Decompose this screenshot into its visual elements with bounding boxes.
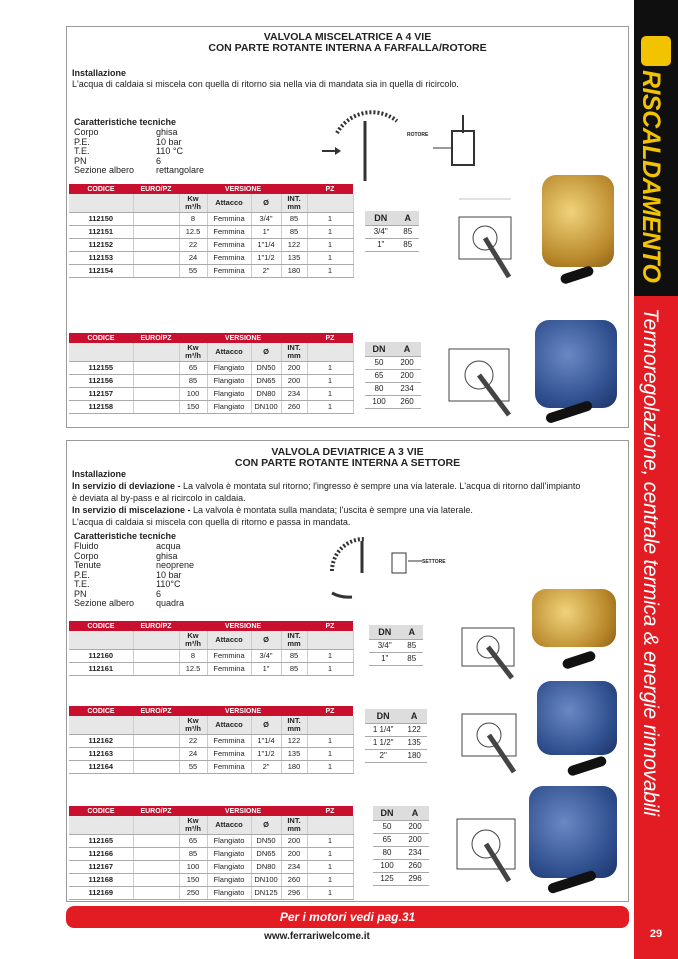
valve-tech-drawing-3 (452, 606, 532, 686)
table-row: 112167 100 Flangiato DN80 234 1 (69, 860, 353, 873)
table-row: 112168 150 Flangiato DN100 260 1 (69, 873, 353, 886)
col-versione: VERSIONE (179, 184, 307, 194)
dn-table-1: DN A 3/4" 85 1" 85 (365, 211, 419, 252)
motors-reference-banner[interactable]: Per i motori vedi pag.31 (66, 906, 629, 928)
specs-list: Corpo ghisa P.E. 10 bar T.E. 110 °C PN 6 Sezione albero rettangolare (74, 127, 205, 175)
panel-title: VALVOLA DEVIATRICE A 3 VIE (271, 446, 424, 458)
valve-handle-1 (559, 265, 594, 285)
product-table-2: CODICE EURO/PZ VERSIONE PZ Kw m³/h Attacco Ø INT. mm 112155 65 Flangiato DN50 200 1 112156 85 Flangiato DN65 200 1 112157 100 Flangiato DN80 234 1 112158 150 Flangiato DN100 260 1 (69, 333, 354, 414)
table-row: 112162 22 Femmina 1"1/4 122 1 (69, 734, 353, 747)
table-row: 112161 12.5 Femmina 1" 85 1 (69, 662, 353, 675)
rotor-diagram (317, 103, 487, 183)
install-heading: Installazione (72, 68, 127, 78)
product-table-5: CODICE EURO/PZ VERSIONE PZ Kw m³/h Attacco Ø INT. mm 112165 65 Flangiato DN50 200 1 112166 85 Flangiato DN65 200 1 112167 100 Flangiato DN80 234 1 112168 150 Flangiato DN100 260 1 112169 250 Flangiato DN125 296 1 (69, 806, 354, 900)
mixing-text-2: L'acqua di caldaia si miscela con quella di ritorno e passa in mandata. (72, 517, 351, 527)
install-text: L'acqua di caldaia si miscela con quella di ritorno sia nella via di mandata sia in quella di ricircolo. (72, 79, 459, 89)
sidebar-category: RISCALDAMENTO (637, 70, 665, 283)
panel-subtitle: CON PARTE ROTANTE INTERNA A SETTORE (234, 457, 461, 469)
specs-heading: Caratteristiche tecniche (74, 531, 177, 541)
table-row: 112150 8 Femmina 3/4" 85 1 (69, 212, 353, 225)
rotor-label: ROTORE (407, 132, 429, 138)
product-table-1: CODICE EURO/PZ VERSIONE PZ Kw m³/h Attacco Ø INT. mm 112150 8 Femmina 3/4" 85 1 112151 12.5 Femmina 1" 85 1 112152 22 Femmina 1"1/4 122 1 112153 24 Femmina 1"1/2 135 1 112154 55 Femmina 2" 180 1 (69, 184, 354, 278)
valve-handle-3 (561, 650, 596, 670)
valve-tech-drawing-4 (452, 696, 532, 786)
mixing-text: In servizio di miscelazione - La valvola è montata sulla mandata; l'uscita è sempre una via laterale. (72, 505, 473, 515)
col-pz: PZ (307, 184, 353, 194)
valve-tech-drawing-2 (439, 327, 529, 427)
table-row: 112153 24 Femmina 1"1/2 135 1 (69, 251, 353, 264)
table-row: 112158 150 Flangiato DN100 260 1 (69, 400, 353, 413)
table-row: 112160 8 Femmina 3/4" 85 1 (69, 649, 353, 662)
panel-title: VALVOLA MISCELATRICE A 4 VIE (263, 31, 432, 43)
product-table-3: CODICE EURO/PZ VERSIONE PZ Kw m³/h Attacco Ø INT. mm 112160 8 Femmina 3/4" 85 1 112161 12.5 Femmina 1" 85 1 (69, 621, 354, 676)
valve-tech-drawing-5 (449, 809, 529, 899)
brass-valve-photo-1 (542, 175, 614, 267)
col-euro: EURO/PZ (133, 184, 179, 194)
table-row: 112157 100 Flangiato DN80 234 1 (69, 387, 353, 400)
cast-iron-valve-photo (537, 681, 617, 755)
sector-label: SETTORE (422, 559, 446, 565)
dn-table-3: DN A 3/4" 85 1" 85 (369, 625, 423, 666)
product-panel-3-way (66, 440, 629, 902)
table-row: 112169 250 Flangiato DN125 296 1 (69, 886, 353, 899)
install-heading: Installazione (72, 469, 127, 479)
product-table-4: CODICE EURO/PZ VERSIONE PZ Kw m³/h Attacco Ø INT. mm 112162 22 Femmina 1"1/4 122 1 112163 24 Femmina 1"1/2 135 1 112164 55 Femmina 2" 180 1 (69, 706, 354, 774)
dn-table-4: DN A 1 1/4" 122 1 1/2" 135 2" 180 (365, 709, 427, 763)
page-number: 29 (649, 928, 663, 940)
table-row: 112156 85 Flangiato DN65 200 1 (69, 374, 353, 387)
sector-diagram (322, 533, 452, 603)
table-row: 112155 65 Flangiato DN50 200 1 (69, 361, 353, 374)
sidebar-section-title: Termoregolazione, centrale termica & energie rinnovabili (639, 308, 662, 816)
product-panel-4-way (66, 26, 629, 428)
specs-heading: Caratteristiche tecniche (74, 117, 177, 127)
table-row: 112163 24 Femmina 1"1/2 135 1 (69, 747, 353, 760)
table-row: 112166 85 Flangiato DN65 200 1 (69, 847, 353, 860)
valve-handle-4 (566, 755, 607, 777)
flanged-valve-photo-2 (529, 786, 617, 878)
deviation-text-2: è deviata al by-pass e al ricircolo in caldaia. (72, 493, 246, 503)
brass-valve-photo-2 (532, 589, 616, 647)
deviation-text: In servizio di deviazione - La valvola è montata sul ritorno; l'ingresso è sempre una via laterale. L'acqua di ritorno dall'impianto (72, 481, 581, 491)
flanged-valve-photo-1 (535, 320, 617, 408)
dn-table-5: DN A 50 200 65 200 80 234 100 260 125 296 (373, 806, 429, 886)
dn-table-2: DN A 50 200 65 200 80 234 100 260 (365, 342, 421, 409)
specs-list: Fluido acqua Corpo ghisa Tenute neoprene P.E. 10 bar T.E. 110°C PN 6 Sezione albero quadra (74, 541, 195, 608)
table-row: 112164 55 Femmina 2" 180 1 (69, 760, 353, 773)
table-row: 112152 22 Femmina 1"1/4 122 1 (69, 238, 353, 251)
table-row: 112154 55 Femmina 2" 180 1 (69, 264, 353, 277)
radiator-icon (641, 36, 671, 66)
col-codice: CODICE (69, 184, 133, 194)
valve-tech-drawing-1 (447, 187, 527, 297)
table-row: 112165 65 Flangiato DN50 200 1 (69, 834, 353, 847)
website-url[interactable]: www.ferrariwelcome.it (264, 931, 370, 942)
panel-subtitle: CON PARTE ROTANTE INTERNA A FARFALLA/ROTORE (208, 42, 487, 54)
table-row: 112151 12.5 Femmina 1" 85 1 (69, 225, 353, 238)
